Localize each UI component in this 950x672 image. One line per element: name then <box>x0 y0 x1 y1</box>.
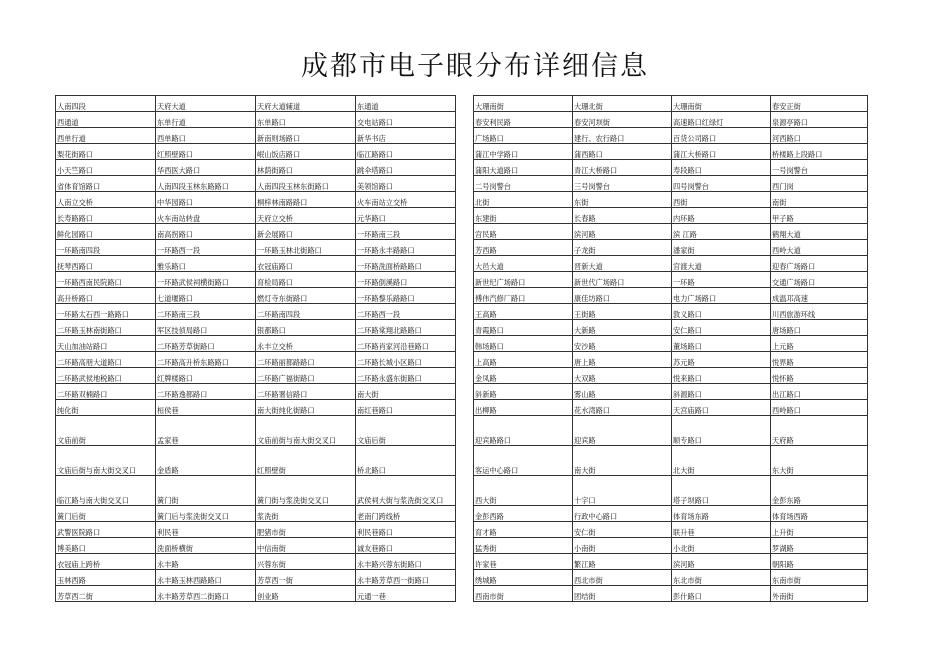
left-table-cell: 永丰路芳草西一街路口 <box>356 570 456 586</box>
right-camera-table <box>473 95 868 602</box>
right-table-row <box>474 476 868 506</box>
right-table-cell: 出柳路 <box>474 400 573 416</box>
left-table-cell: 利民巷路口 <box>356 522 456 538</box>
right-table-cell: 泉源亭路口 <box>771 112 868 128</box>
right-table-row <box>474 446 868 476</box>
left-table-cell: 永丰路芳草西二街路口 <box>156 586 256 602</box>
left-table-row <box>56 368 456 384</box>
right-table-cell: 东街 <box>573 192 672 208</box>
right-table-cell: 小北街 <box>672 538 771 554</box>
left-table-row <box>56 506 456 522</box>
right-table-cell: 悦来路口 <box>672 368 771 384</box>
right-table-cell: 金彭东路 <box>771 476 868 506</box>
right-table-cell: 芳西路 <box>474 240 573 256</box>
right-table-cell: 西岭大道 <box>771 240 868 256</box>
right-table-cell: 滨 江路 <box>672 224 771 240</box>
left-table-cell: 一环路倒溪路口 <box>356 272 456 288</box>
right-table-row <box>474 224 868 240</box>
right-table-cell: 外南街 <box>771 586 868 602</box>
left-table-cell: 中信南街 <box>256 538 356 554</box>
left-table-cell: 中华园路口 <box>156 192 256 208</box>
left-table-cell: 二环路丽都路路口 <box>256 352 356 368</box>
right-table-cell: 南大街 <box>573 446 672 476</box>
left-table-cell: 二环路逸都路口 <box>156 384 256 400</box>
left-table-cell: 衣冠庙上跨桥 <box>56 554 156 570</box>
right-table-row <box>474 304 868 320</box>
left-table-row <box>56 522 456 538</box>
left-table-cell: 簧门街与浆洗街交叉口 <box>256 476 356 506</box>
right-table-cell: 三号岗警台 <box>573 176 672 192</box>
left-table-cell: 人南四段玉林东路路口 <box>156 176 256 192</box>
right-table-cell: 彭什路口 <box>672 586 771 602</box>
left-table-cell: 一环路西南民院路口 <box>56 272 156 288</box>
right-table-cell: 桥楼路上段路口 <box>771 144 868 160</box>
right-table-cell: 王高路 <box>474 304 573 320</box>
right-table-cell: 内环路 <box>672 208 771 224</box>
right-table-cell: 许家巷 <box>474 554 573 570</box>
left-table-cell: 西单路口 <box>156 128 256 144</box>
left-table-cell: 一环路玉林北街路口 <box>256 240 356 256</box>
right-table-cell: 小南街 <box>573 538 672 554</box>
right-table-cell: 蒲江大桥路口 <box>672 144 771 160</box>
left-table-cell: 二环路广福街路口 <box>256 368 356 384</box>
left-table-row <box>56 384 456 400</box>
left-table-cell: 兴蓉东街 <box>256 554 356 570</box>
right-table-cell: 滨河路 <box>573 224 672 240</box>
left-table-cell: 华西医大路口 <box>156 160 256 176</box>
right-table-cell: 韩场路口 <box>474 336 573 352</box>
left-table-cell: 东单行道 <box>156 112 256 128</box>
right-table-cell: 寿段路口 <box>672 160 771 176</box>
right-table-cell: 晋新大道 <box>573 256 672 272</box>
right-table-cell: 安仁路口 <box>672 320 771 336</box>
left-table-cell: 一环路南四段 <box>56 240 156 256</box>
right-table-row <box>474 176 868 192</box>
left-table-cell: 天府立交桥 <box>256 208 356 224</box>
right-table-cell: 董场路口 <box>672 336 771 352</box>
right-table-cell: 大双路 <box>573 368 672 384</box>
left-table-cell: 二环路武侯地税路口 <box>56 368 156 384</box>
right-table-cell: 西北市街 <box>573 570 672 586</box>
right-table-cell: 建行、农行路口 <box>573 128 672 144</box>
right-table-cell: 长春路 <box>573 208 672 224</box>
right-table-row <box>474 128 868 144</box>
left-table-cell: 育检局路口 <box>256 272 356 288</box>
right-table-cell: 河西路口 <box>771 128 868 144</box>
right-table-cell: 大珊北街 <box>573 96 672 112</box>
right-table-cell: 塔子坝路口 <box>672 476 771 506</box>
left-table-row <box>56 256 456 272</box>
left-table-cell: 南红巷路口 <box>356 400 456 416</box>
left-table-cell: 高升桥路口 <box>56 288 156 304</box>
left-table-cell: 一环路南三段 <box>356 224 456 240</box>
right-table-cell: 天府路 <box>771 416 868 446</box>
left-table-cell: 小天竺路口 <box>56 160 156 176</box>
right-table-cell: 青霞路口 <box>474 320 573 336</box>
left-table-row <box>56 336 456 352</box>
left-table-row <box>56 320 456 336</box>
right-table-cell: 上元路 <box>771 336 868 352</box>
left-table-cell: 红照壁路口 <box>156 144 256 160</box>
right-table-cell: 迎春广场路口 <box>771 256 868 272</box>
right-table-cell: 繁江路 <box>573 554 672 570</box>
right-table-cell: 北街 <box>474 192 573 208</box>
left-table-cell: 二环路南三段 <box>156 304 256 320</box>
left-table-cell: 火车南站转盘 <box>156 208 256 224</box>
left-table-cell: 一环路永丰路路口 <box>356 240 456 256</box>
right-table-cell: 罗湖路 <box>771 538 868 554</box>
left-table-cell: 新华书店 <box>356 128 456 144</box>
right-table-cell: 十字口 <box>573 476 672 506</box>
right-table-cell: 西门岗 <box>771 176 868 192</box>
left-table-cell: 火车南站立交桥 <box>356 192 456 208</box>
left-table-cell: 林荫街路口 <box>256 160 356 176</box>
right-table-row <box>474 522 868 538</box>
right-table-cell: 新世代广场路口 <box>573 272 672 288</box>
right-table-cell: 二号岗警台 <box>474 176 573 192</box>
left-table-cell: 交电站路口 <box>356 112 456 128</box>
right-table-cell: 滨河路 <box>672 554 771 570</box>
right-table-cell: 大邑大道 <box>474 256 573 272</box>
left-table-row <box>56 128 456 144</box>
right-table-cell: 新世纪广场路口 <box>474 272 573 288</box>
left-table-cell: 孟家巷 <box>156 416 256 446</box>
right-table-cell: 一号岗警台 <box>771 160 868 176</box>
left-table-cell: 桓侯巷 <box>156 400 256 416</box>
left-table-cell: 二环路双楠路口 <box>56 384 156 400</box>
left-table-cell: 一环路洗面桥路路口 <box>356 256 456 272</box>
right-table-cell: 花水湾路口 <box>573 400 672 416</box>
right-table-cell: 一环路 <box>672 272 771 288</box>
right-table-cell: 猛秀街 <box>474 538 573 554</box>
left-table-cell: 创业路 <box>256 586 356 602</box>
right-table-cell: 雾山路 <box>573 384 672 400</box>
right-table-cell: 广场路口 <box>474 128 573 144</box>
left-table-cell: 金盾路 <box>156 446 256 476</box>
right-table-row <box>474 336 868 352</box>
left-table-cell: 利民巷 <box>156 522 256 538</box>
left-table-cell: 芳草西二街 <box>56 586 156 602</box>
left-table-cell: 天府大道 <box>156 96 256 112</box>
left-table-cell: 元通一巷 <box>356 586 456 602</box>
left-table-row <box>56 538 456 554</box>
left-table-cell: 一环路武侯祠横街路口 <box>156 272 256 288</box>
right-table-cell: 唐上路 <box>573 352 672 368</box>
left-table-row <box>56 240 456 256</box>
right-table-row <box>474 586 868 602</box>
right-table-cell: 电力广场路口 <box>672 288 771 304</box>
left-table-cell: 肥猪市街 <box>256 522 356 538</box>
right-table-cell: 甲子路 <box>771 208 868 224</box>
left-table-row <box>56 208 456 224</box>
left-table-cell: 文庙前街 <box>56 416 156 446</box>
right-table-row <box>474 272 868 288</box>
right-table-cell: 苏元路 <box>672 352 771 368</box>
right-table-cell: 四号岗警台 <box>672 176 771 192</box>
right-table-cell: 迎宾路 <box>573 416 672 446</box>
left-table-row <box>56 192 456 208</box>
right-table-cell: 高速路口红绿灯 <box>672 112 771 128</box>
right-table-cell: 东大街 <box>771 446 868 476</box>
right-table-cell: 团结街 <box>573 586 672 602</box>
left-table-cell: 二环路高朋大道路口 <box>56 352 156 368</box>
right-table-row <box>474 320 868 336</box>
left-table-cell: 浆洗街 <box>256 506 356 522</box>
right-table-cell: 康佳坊路口 <box>573 288 672 304</box>
left-table-row <box>56 224 456 240</box>
right-table-cell: 西大街 <box>474 476 573 506</box>
right-table-cell: 西南市街 <box>474 586 573 602</box>
right-table-cell: 蒲江中学路口 <box>474 144 573 160</box>
right-table-cell: 川西旅游环线 <box>771 304 868 320</box>
left-table-cell: 南大街纯化街路口 <box>256 400 356 416</box>
left-table-cell: 永丰立交桥 <box>256 336 356 352</box>
left-table-cell: 二环路西一段 <box>356 304 456 320</box>
left-table-cell: 人南四段 <box>56 96 156 112</box>
right-table-cell: 北大街 <box>672 446 771 476</box>
right-table-cell: 朝阳路 <box>771 554 868 570</box>
left-table-cell: 武警医院路口 <box>56 522 156 538</box>
left-table-cell: 文庙后街与南大街交叉口 <box>56 446 156 476</box>
left-table-cell: 衣冠庙路口 <box>256 256 356 272</box>
right-table-cell: 春安正街 <box>771 96 868 112</box>
right-table-row <box>474 554 868 570</box>
left-table-cell: 武侯祠大街与浆洗街交叉口 <box>356 476 456 506</box>
left-table-cell: 军区技侦局路口 <box>156 320 256 336</box>
right-table-cell: 悦界路 <box>771 352 868 368</box>
left-table-cell: 西通道 <box>56 112 156 128</box>
right-table-cell: 西街 <box>672 192 771 208</box>
right-table-cell: 傅伟汽修厂路口 <box>474 288 573 304</box>
left-table-cell: 南大街 <box>356 384 456 400</box>
left-table-cell: 桐梓林南路路口 <box>256 192 356 208</box>
right-table-row <box>474 112 868 128</box>
left-table-cell: 一环路西一段 <box>156 240 256 256</box>
right-table-row <box>474 506 868 522</box>
left-table-cell: 簧门后与浆洗街交叉口 <box>156 506 256 522</box>
right-table-cell: 春安河坝街 <box>573 112 672 128</box>
right-table-cell: 东北市街 <box>672 570 771 586</box>
left-table-cell: 红照壁街 <box>256 446 356 476</box>
left-table-cell: 永丰路玉林西路路口 <box>156 570 256 586</box>
left-table-row <box>56 400 456 416</box>
right-table-row <box>474 192 868 208</box>
right-table-row <box>474 416 868 446</box>
right-table-cell: 出江路口 <box>771 384 868 400</box>
left-table-cell: 临江路路口 <box>356 144 456 160</box>
left-table-cell: 岷山饭店路口 <box>256 144 356 160</box>
right-table-cell: 悦怀路 <box>771 368 868 384</box>
left-table-row <box>56 446 456 476</box>
right-table-row <box>474 96 868 112</box>
left-table-cell: 临江路与南大街交叉口 <box>56 476 156 506</box>
right-table-row <box>474 144 868 160</box>
right-table-cell: 体育场西路 <box>771 506 868 522</box>
right-table-cell: 百货公司路口 <box>672 128 771 144</box>
left-table-cell: 簧门后街 <box>56 506 156 522</box>
left-table-row <box>56 476 456 506</box>
right-table-cell: 上高路 <box>474 352 573 368</box>
left-table-cell: 银都路口 <box>256 320 356 336</box>
right-table-cell: 南街 <box>771 192 868 208</box>
right-table-cell: 青江大桥路口 <box>573 160 672 176</box>
left-table-cell: 西单行道 <box>56 128 156 144</box>
left-table-cell: 东通道 <box>356 96 456 112</box>
left-table-cell: 文庙前街与南大街交叉口 <box>256 416 356 446</box>
right-table-cell: 成温邛高速 <box>771 288 868 304</box>
right-table-cell: 天宫庙路口 <box>672 400 771 416</box>
left-table-cell: 一环路太石西一路路口 <box>56 304 156 320</box>
left-table-cell: 纯化街 <box>56 400 156 416</box>
left-table-row <box>56 586 456 602</box>
right-table-cell: 敦义路口 <box>672 304 771 320</box>
right-table-cell: 鹤翔大道 <box>771 224 868 240</box>
left-table-row <box>56 288 456 304</box>
left-table-row <box>56 176 456 192</box>
left-table-cell: 诚友巷路口 <box>356 538 456 554</box>
right-table-cell: 西岭路口 <box>771 400 868 416</box>
left-table-row <box>56 304 456 320</box>
left-table-cell: 博美路口 <box>56 538 156 554</box>
left-table-cell: 雅乐路口 <box>156 256 256 272</box>
left-table-cell: 一环路黎乐路路口 <box>356 288 456 304</box>
right-table-cell: 蒲西路口 <box>573 144 672 160</box>
right-table-row <box>474 256 868 272</box>
left-table-cell: 人南四段玉林东街路口 <box>256 176 356 192</box>
right-table-row <box>474 400 868 416</box>
left-table-cell: 文庙后街 <box>356 416 456 446</box>
right-table-row <box>474 352 868 368</box>
left-table-row <box>56 352 456 368</box>
right-table-cell: 行政中心路口 <box>573 506 672 522</box>
right-table-cell: 交通广场路口 <box>771 272 868 288</box>
right-table-row <box>474 384 868 400</box>
right-table-row <box>474 288 868 304</box>
left-camera-table <box>55 95 456 602</box>
right-table-row <box>474 240 868 256</box>
right-table-cell: 东建街 <box>474 208 573 224</box>
left-table-cell: 跳伞塔路口 <box>356 160 456 176</box>
right-table-row <box>474 208 868 224</box>
left-table-row <box>56 160 456 176</box>
left-table-row <box>56 144 456 160</box>
left-table-cell: 老南门跨线桥 <box>356 506 456 522</box>
left-table-row <box>56 554 456 570</box>
left-table-cell: 鲜化园路口 <box>56 224 156 240</box>
left-table-cell: 芳草西一街 <box>256 570 356 586</box>
right-table-cell: 大新路 <box>573 320 672 336</box>
right-table-cell: 绣城路 <box>474 570 573 586</box>
right-table-cell: 金凤路 <box>474 368 573 384</box>
right-table-row <box>474 570 868 586</box>
left-table-cell: 新会展路口 <box>256 224 356 240</box>
left-table-cell: 天山加油站路口 <box>56 336 156 352</box>
right-table-cell: 春安利民路 <box>474 112 573 128</box>
page-title: 成都市电子眼分布详细信息 <box>301 51 649 82</box>
right-table-cell: 唐场路口 <box>771 320 868 336</box>
right-table-cell: 安仁街 <box>573 522 672 538</box>
right-table-cell: 东南市街 <box>771 570 868 586</box>
left-table-cell: 桥北路口 <box>356 446 456 476</box>
left-table-cell: 红牌楼路口 <box>156 368 256 384</box>
left-table-cell: 玉林西路 <box>56 570 156 586</box>
right-table-cell: 顺专路口 <box>672 416 771 446</box>
left-table-cell: 二环路南四段 <box>256 304 356 320</box>
right-table-cell: 潘家街 <box>672 240 771 256</box>
right-table-cell: 大珊南街 <box>672 96 771 112</box>
left-table-cell: 南高拐路口 <box>156 224 256 240</box>
right-table-cell: 客运中心路口 <box>474 446 573 476</box>
left-table-cell: 二环路芳草街路口 <box>156 336 256 352</box>
right-table-row <box>474 160 868 176</box>
right-table-cell: 联升巷 <box>672 522 771 538</box>
left-table-cell: 元华路口 <box>356 208 456 224</box>
left-table-cell: 新南则场路口 <box>256 128 356 144</box>
left-table-cell: 人南立交桥 <box>56 192 156 208</box>
left-table-cell: 二环路玉林南街路口 <box>56 320 156 336</box>
left-table-cell: 二环路署信路口 <box>256 384 356 400</box>
right-table-cell: 大珊南街 <box>474 96 573 112</box>
right-table-cell: 子龙街 <box>573 240 672 256</box>
left-table-cell: 东单路口 <box>256 112 356 128</box>
right-table-cell: 官渡大道 <box>672 256 771 272</box>
left-table-row <box>56 416 456 446</box>
left-table-cell: 洗面桥横街 <box>156 538 256 554</box>
left-table-cell: 天府大道辅道 <box>256 96 356 112</box>
left-table-cell: 二环路长城小区路口 <box>356 352 456 368</box>
right-table-row <box>474 538 868 554</box>
left-table-cell: 省体育馆路口 <box>56 176 156 192</box>
left-table-cell: 燃灯寺东街路口 <box>256 288 356 304</box>
right-table-row <box>474 368 868 384</box>
left-table-row <box>56 272 456 288</box>
left-table-row <box>56 570 456 586</box>
right-table-cell: 斜新路 <box>474 384 573 400</box>
right-table-cell: 蒲阳大道路口 <box>474 160 573 176</box>
left-table-row <box>56 112 456 128</box>
left-table-cell: 二环路永盛东街路口 <box>356 368 456 384</box>
right-table-cell: 金彭西路 <box>474 506 573 522</box>
right-table-cell: 上升街 <box>771 522 868 538</box>
right-table-cell: 体育场东路 <box>672 506 771 522</box>
right-table-cell: 迎宾路路口 <box>474 416 573 446</box>
left-table-row <box>56 96 456 112</box>
left-table-cell: 永丰路兴蓉东街路口 <box>356 554 456 570</box>
left-table-cell: 抚琴西路口 <box>56 256 156 272</box>
left-table-cell: 二环路高升桥东路路口 <box>156 352 256 368</box>
left-table-cell: 长寿路路口 <box>56 208 156 224</box>
right-table-cell: 斜源路口 <box>672 384 771 400</box>
left-table-cell: 美领馆路口 <box>356 176 456 192</box>
left-table-cell: 簧门街 <box>156 476 256 506</box>
left-table-cell: 梨花街路口 <box>56 144 156 160</box>
right-table-cell: 安沙路 <box>573 336 672 352</box>
left-table-cell: 二环路棠翔北路路口 <box>356 320 456 336</box>
right-table-cell: 宫民路 <box>474 224 573 240</box>
left-table-cell: 二环路肖家河沿巷路口 <box>356 336 456 352</box>
left-table-cell: 永丰路 <box>156 554 256 570</box>
right-table-cell: 育才路 <box>474 522 573 538</box>
right-table-cell: 王街路 <box>573 304 672 320</box>
left-table-cell: 七道堰路口 <box>156 288 256 304</box>
